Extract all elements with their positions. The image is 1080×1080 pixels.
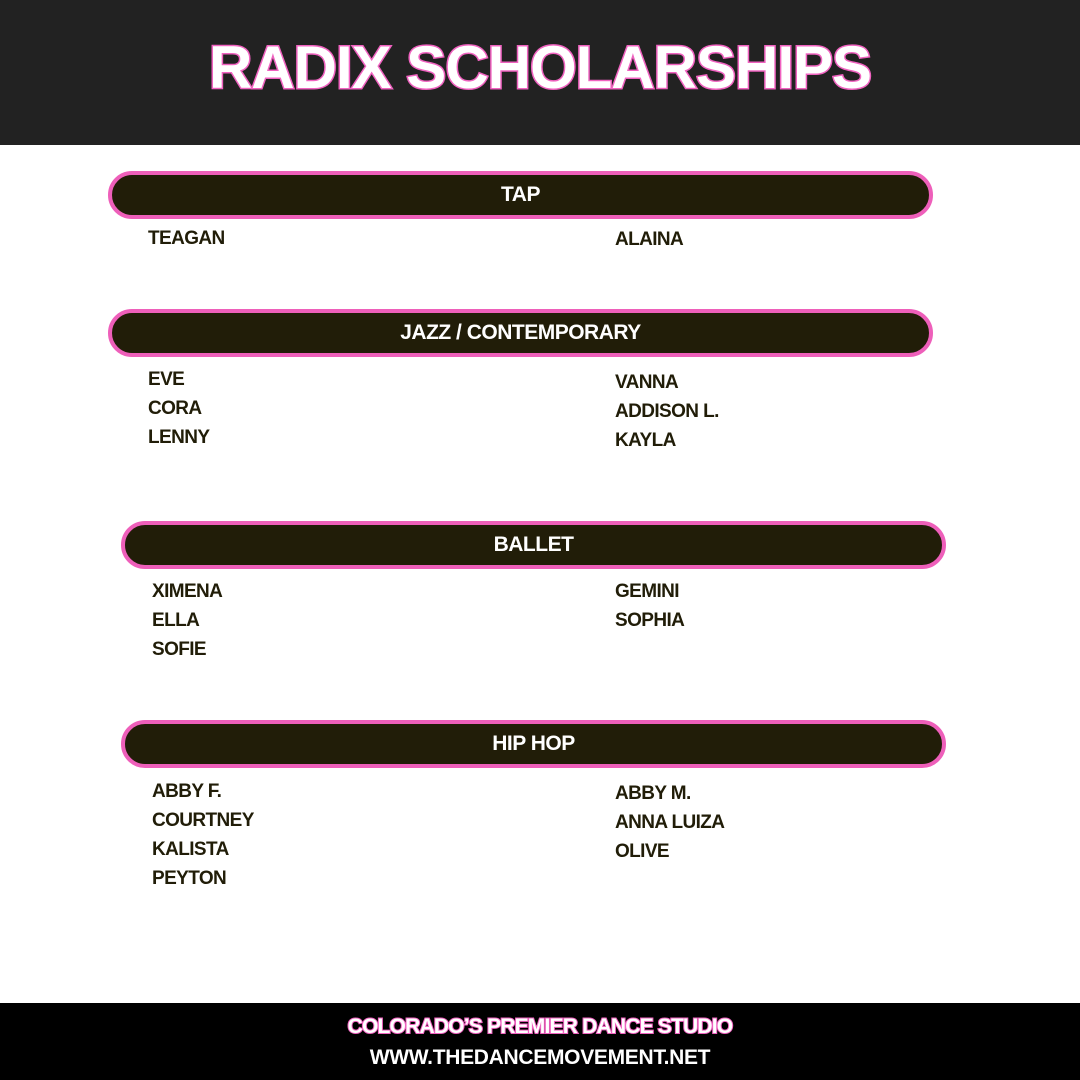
footer-website-link[interactable]: WWW.THEDANCEMOVEMENT.NET [369, 1046, 711, 1069]
name-list-right [615, 577, 684, 635]
section-header-hip-hop: HIP HOP [121, 720, 946, 768]
list-item: GEMINI [615, 581, 679, 602]
page-title: RADIX SCHOLARSHIPS [208, 34, 872, 101]
list-item: ABBY F. [152, 781, 222, 802]
list-item: CORA [148, 398, 202, 419]
header-banner [0, 0, 1080, 145]
list-item: KALISTA [152, 839, 229, 860]
section-header-jazz-contemporary: JAZZ / CONTEMPORARY [108, 309, 933, 357]
list-item: ABBY M. [615, 783, 691, 804]
name-list-left [148, 365, 209, 452]
name-list-left [148, 224, 225, 253]
list-item: ANNA LUIZA [615, 812, 725, 833]
footer-tagline: COLORADO’S PREMIER DANCE STUDIO [347, 1015, 733, 1038]
section-header-tap: TAP [108, 171, 933, 219]
list-item: KAYLA [615, 430, 676, 451]
list-item: VANNA [615, 372, 679, 393]
list-item: SOFIE [152, 639, 207, 660]
section-header-ballet: BALLET [121, 521, 946, 569]
name-list-left [152, 577, 222, 664]
list-item: TEAGAN [148, 228, 225, 249]
list-item: XIMENA [152, 581, 223, 602]
name-list-left [152, 777, 254, 893]
name-list-right [615, 779, 724, 866]
list-item: OLIVE [615, 841, 670, 862]
list-item: PEYTON [152, 868, 227, 889]
list-item: LENNY [148, 427, 210, 448]
list-item: COURTNEY [152, 810, 254, 831]
list-item: SOPHIA [615, 610, 685, 631]
footer-banner [0, 1003, 1080, 1080]
list-item: ALAINA [615, 229, 684, 250]
list-item: ELLA [152, 610, 200, 631]
name-list-right [615, 368, 719, 455]
list-item: EVE [148, 369, 185, 390]
name-list-right [615, 225, 683, 254]
list-item: ADDISON L. [615, 401, 719, 422]
